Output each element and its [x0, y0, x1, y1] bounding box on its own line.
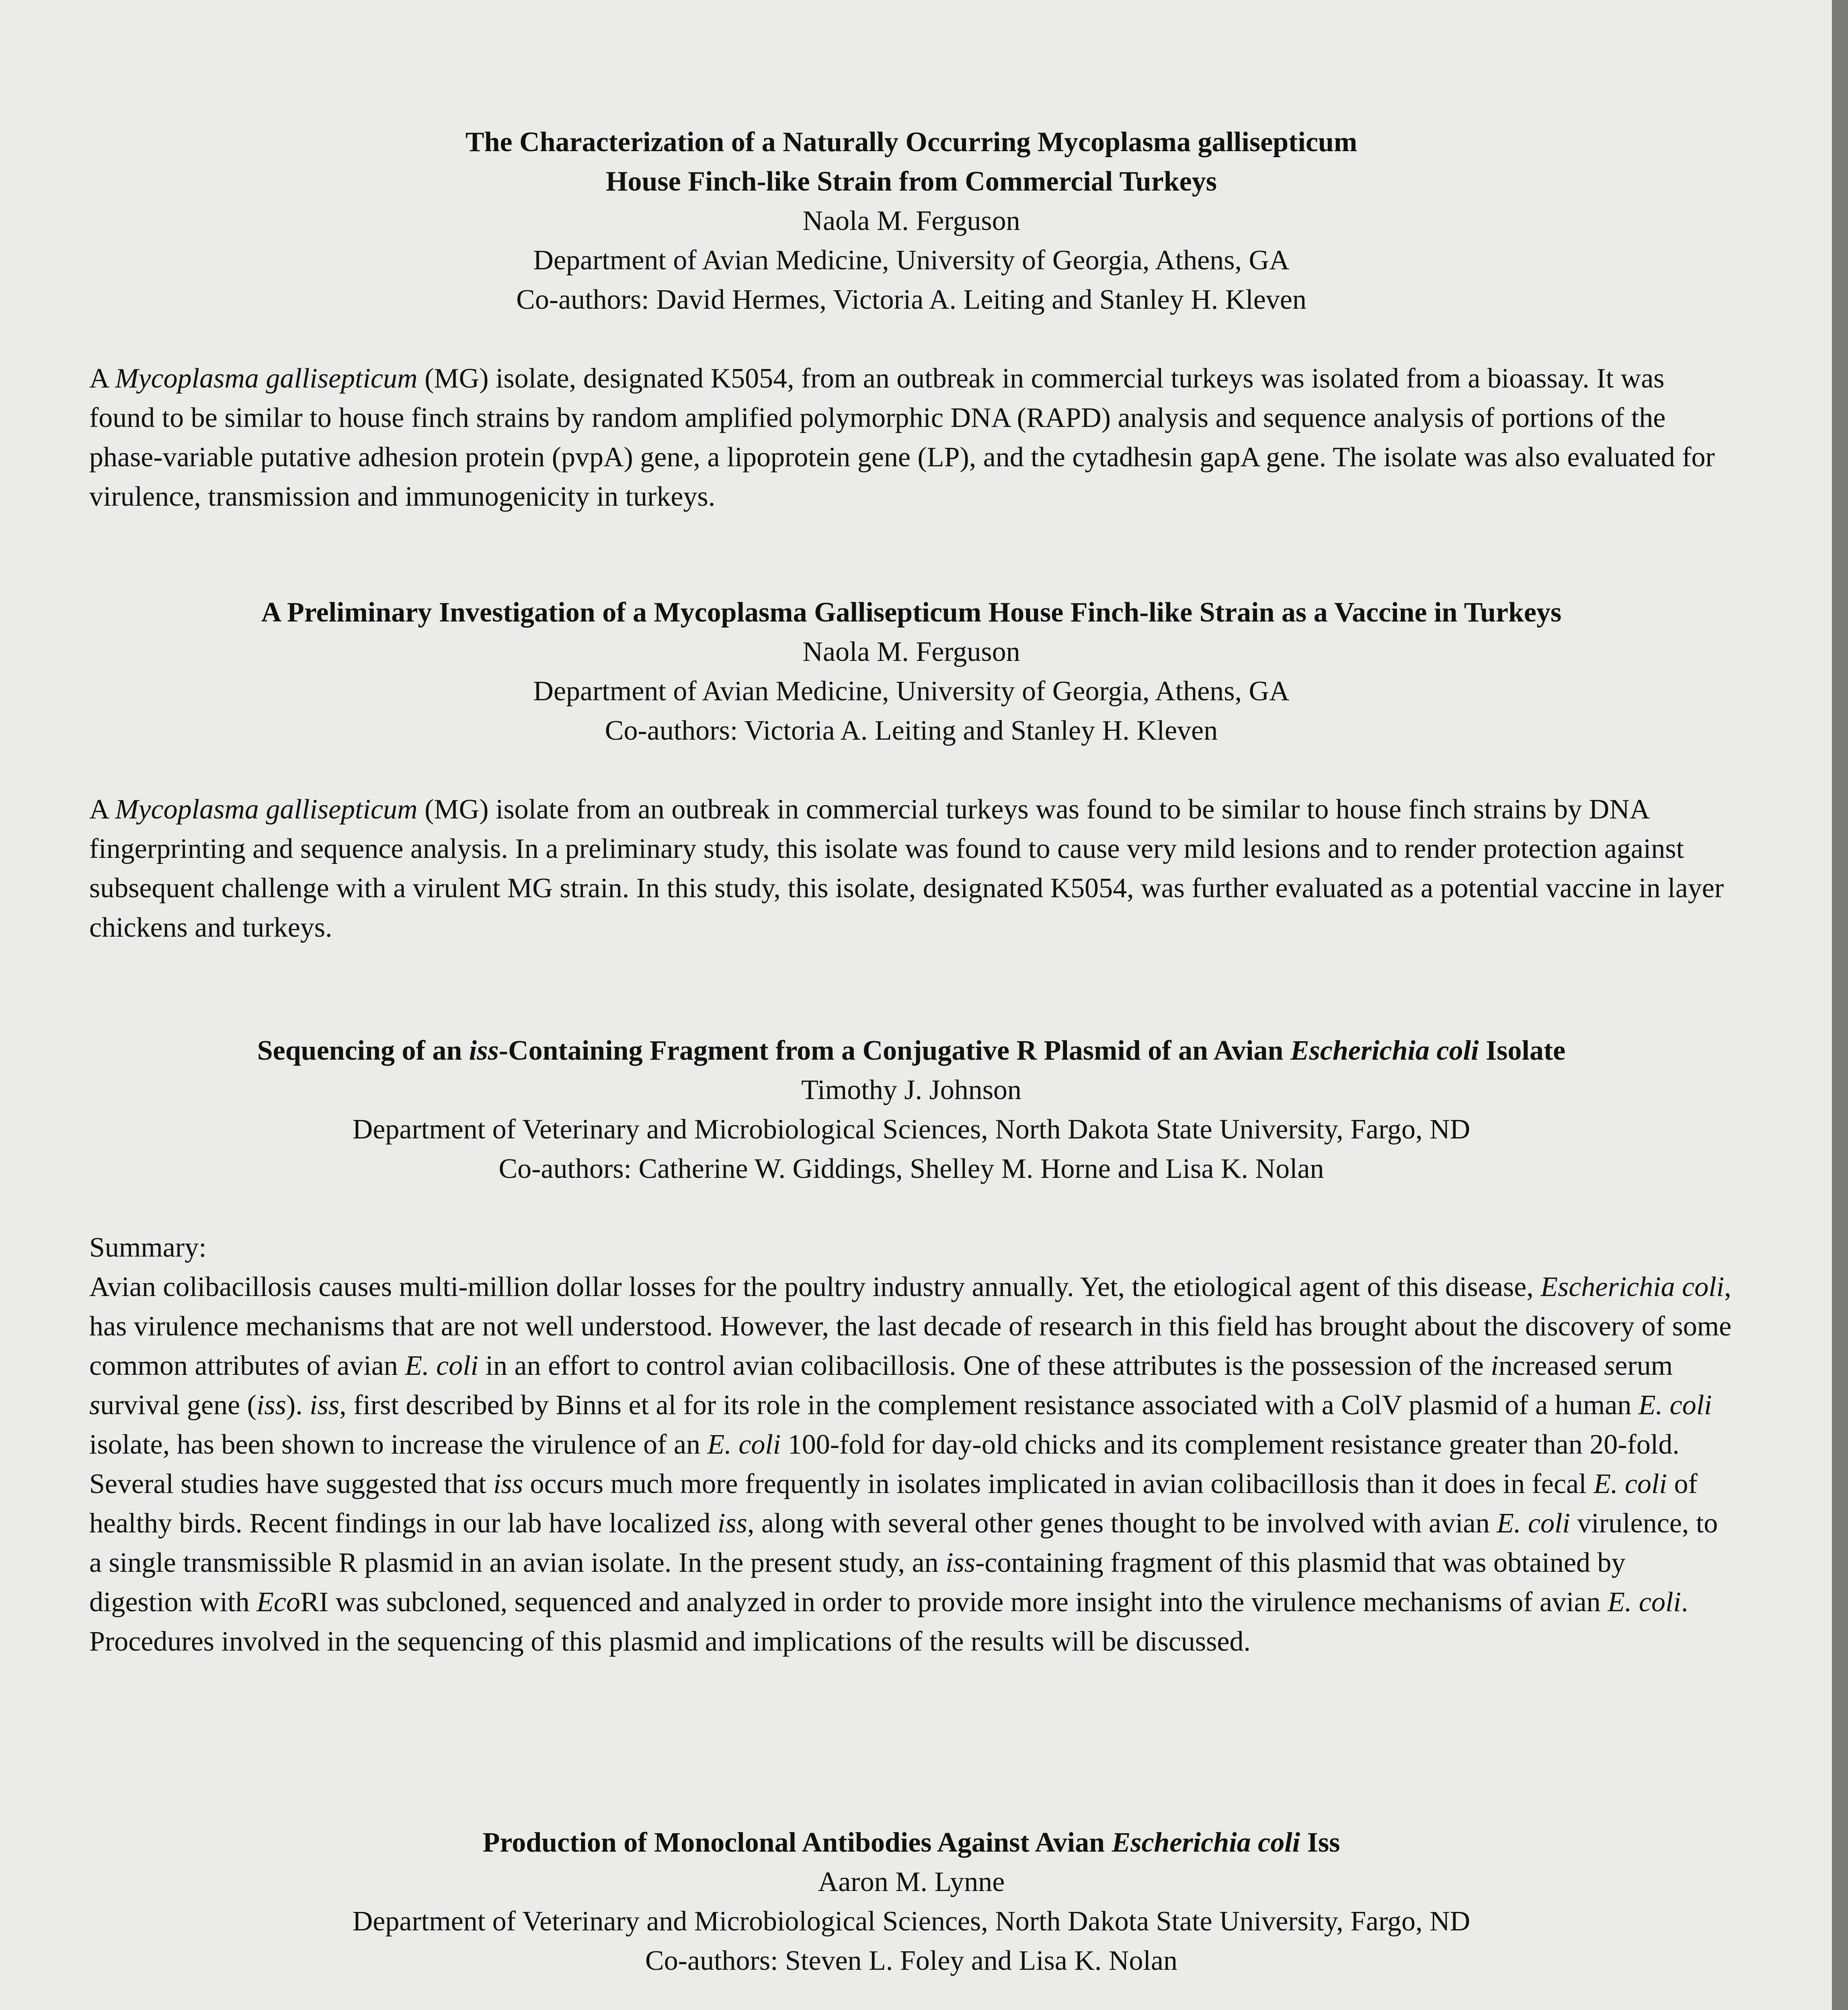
body-text: , has virulence mechanisms that are not well understood. However, the last decade of research in this field has brought about the discovery of some common attributes of avian: [89, 1272, 1732, 1381]
abstract-1-title-line2: House Finch-like Strain from Commercial Turkeys: [606, 166, 1217, 197]
abstract-3-body: [89, 1268, 1733, 1661]
body-italic: iss: [493, 1469, 523, 1499]
body-italic: iss: [256, 1390, 286, 1421]
body-text: -containing fragment of this plasmid that was obtained by digestion with: [89, 1547, 1626, 1618]
abstract-4-coauthors: Co-authors: Steven L. Foley and Lisa K. Nolan: [645, 1945, 1177, 1976]
abstract-2-body: [89, 790, 1733, 948]
abstract-2-affiliation: Department of Avian Medicine, University of Georgia, Athens, GA: [533, 676, 1290, 707]
abstract-3-title-species: Escherichia coli: [1290, 1035, 1479, 1066]
body-italic: E. coli: [1594, 1469, 1667, 1499]
abstract-1-affiliation: Department of Avian Medicine, University of Georgia, Athens, GA: [533, 245, 1290, 276]
abstract-2-body-pre: A: [89, 794, 115, 825]
abstract-4-title-species: Escherichia coli: [1112, 1827, 1300, 1858]
abstract-3-coauthors: Co-authors: Catherine W. Giddings, Shelley M. Horne and Lisa K. Nolan: [498, 1153, 1324, 1184]
abstract-3-summary-label: Summary:: [89, 1232, 207, 1263]
abstract-4-title-part: Iss: [1300, 1827, 1340, 1858]
body-italic: E. coli: [405, 1350, 479, 1381]
body-text: virulence, to a single transmissible R plasmid in an avian isolate. In the present study, an: [89, 1508, 1718, 1578]
abstract-1-body-text: (MG) isolate, designated K5054, from an outbreak in commercial turkeys was isolated from a bioassay. It was found to be similar to house finch strains by random amplified polymorphic DNA (RAPD) analysis and sequence analysis of portions of the phase-variable putative adhesion protein (pvpA) gene, a lipoprotein gene (LP), and the cytadhesin gapA gene. The isolate was also evaluated for virulence, transmission and immunogenicity in turkeys.: [89, 363, 1715, 512]
abstract-2-body-text: (MG) isolate from an outbreak in commercial turkeys was found to be similar to house finch strains by DNA fingerprinting and sequence analysis. In a preliminary study, this isolate was found to cause very mild lesions and to render protection against subsequent challenge with a virulent MG strain. In this study, this isolate, designated K5054, was further evaluated as a potential vaccine in layer chickens and turkeys.: [89, 794, 1724, 943]
abstract-1: [89, 123, 1733, 517]
abstract-4-title: [89, 1823, 1733, 1862]
body-text: erum: [1615, 1350, 1673, 1381]
abstract-1-title-line1: The Characterization of a Naturally Occurring Mycoplasma gallisepticum: [465, 127, 1358, 158]
abstract-3-title: [89, 1031, 1733, 1071]
abstract-3-author: Timothy J. Johnson: [801, 1075, 1021, 1106]
body-text: Avian colibacillosis causes multi-million dollar losses for the poultry industry annually. Yet, the etiological agent of this disease,: [89, 1272, 1541, 1302]
abstract-3: [89, 1031, 1733, 1661]
body-text: of healthy birds. Recent findings in our lab have localized: [89, 1469, 1698, 1539]
body-italic: E. coli: [1638, 1390, 1712, 1421]
body-italic: s: [89, 1390, 101, 1421]
abstract-4-author: Aaron M. Lynne: [818, 1866, 1005, 1897]
body-text: 100-fold for day-old chicks and its complement resistance greater than 20-fold. Several studies have suggested that: [89, 1429, 1680, 1499]
body-text: . Procedures involved in the sequencing of this plasmid and implications of the results will be discussed.: [89, 1587, 1688, 1657]
abstract-4-affiliation: Department of Veterinary and Microbiological Sciences, North Dakota State University, Fargo, ND: [352, 1906, 1471, 1937]
body-text: ).: [286, 1390, 310, 1421]
abstract-1-body: [89, 359, 1733, 517]
abstract-3-title-part: Isolate: [1479, 1035, 1566, 1066]
body-text: urvival gene (: [100, 1390, 256, 1421]
body-italic: s: [1604, 1350, 1615, 1381]
body-italic: E. coli: [1497, 1508, 1570, 1539]
abstract-1-coauthors: Co-authors: David Hermes, Victoria A. Leiting and Stanley H. Kleven: [516, 284, 1307, 315]
abstract-2-body-species: Mycoplasma gallisepticum: [115, 794, 418, 825]
abstract-1-author: Naola M. Ferguson: [802, 205, 1020, 236]
body-text: ncreased: [1498, 1350, 1604, 1381]
body-italic: Escherichia coli: [1540, 1272, 1725, 1302]
body-text: RI was subcloned, sequenced and analyzed in order to provide more insight into the virulence mechanisms of avian: [300, 1587, 1608, 1618]
body-italic: iss: [310, 1390, 340, 1421]
abstract-3-title-part: Sequencing of an: [257, 1035, 469, 1066]
abstract-3-affiliation: Department of Veterinary and Microbiological Sciences, North Dakota State University, Fargo, ND: [352, 1114, 1471, 1145]
abstract-3-title-gene: iss: [469, 1035, 499, 1066]
body-text: occurs much more frequently in isolates implicated in avian colibacillosis than it does in fecal: [523, 1469, 1594, 1499]
body-text: in an effort to control avian colibacillosis. One of these attributes is the possession of the: [478, 1350, 1491, 1381]
body-text: , first described by Binns et al for its role in the complement resistance associated with a ColV plasmid of a human: [339, 1390, 1639, 1421]
body-italic: Eco: [256, 1587, 300, 1618]
body-text: isolate, has been shown to increase the virulence of an: [89, 1429, 708, 1460]
abstract-1-body-pre: A: [89, 363, 115, 394]
abstract-2-coauthors: Co-authors: Victoria A. Leiting and Stanley H. Kleven: [605, 715, 1218, 746]
body-italic: iss: [717, 1508, 747, 1539]
abstract-2-author: Naola M. Ferguson: [802, 636, 1020, 667]
abstract-1-body-species: Mycoplasma gallisepticum: [115, 363, 418, 394]
body-italic: iss: [946, 1547, 975, 1578]
body-text: , along with several other genes thought to be involved with avian: [747, 1508, 1497, 1539]
body-italic: i: [1491, 1350, 1499, 1381]
body-italic: E. coli: [1608, 1587, 1681, 1618]
abstract-3-title-part: -Containing Fragment from a Conjugative R Plasmid of an Avian: [498, 1035, 1290, 1066]
abstract-4: [89, 1823, 1733, 2010]
abstract-2-title: A Preliminary Investigation of a Mycoplasma Gallisepticum House Finch-like Strain as a Vaccine in Turkeys: [261, 597, 1562, 628]
scan-edge: [1832, 0, 1848, 2010]
abstract-4-title-part: Production of Monoclonal Antibodies Against Avian: [482, 1827, 1112, 1858]
abstract-2: [89, 593, 1733, 948]
body-italic: E. coli: [707, 1429, 781, 1460]
